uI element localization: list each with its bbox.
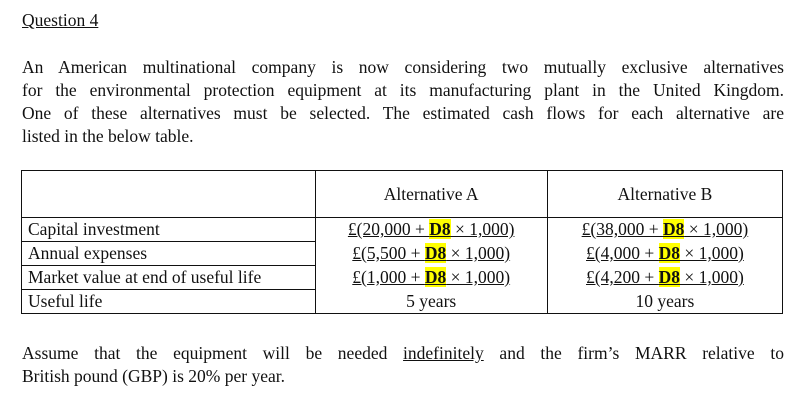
formula-prefix: £(20,000 + [347, 219, 430, 240]
cell-alternative-b [547, 218, 782, 242]
highlighted-variable: D8 [429, 219, 451, 240]
intro-paragraph [22, 56, 784, 148]
formula [352, 243, 510, 263]
closing-paragraph [22, 342, 784, 388]
formula-suffix: × 1,000) [446, 267, 511, 287]
closing-text: and the firm’s MARR relative to [483, 343, 784, 363]
header-alternative-b: Alternative B [547, 171, 782, 218]
formula [352, 267, 510, 287]
formula-suffix: × 1,000) [446, 243, 511, 263]
formula-suffix: × 1,000) [684, 219, 749, 240]
formula-suffix: × 1,000) [679, 267, 744, 287]
highlighted-variable: D8 [424, 243, 447, 263]
question-title: Question 4 [22, 10, 99, 30]
closing-line [22, 342, 784, 365]
table-row [22, 290, 783, 314]
table-row [22, 266, 783, 290]
formula-prefix: £(38,000 + [581, 219, 663, 240]
formula [348, 219, 515, 239]
formula-prefix: £(5,500 + [352, 243, 425, 263]
cell-alternative-a [315, 266, 547, 290]
row-label: Annual expenses [22, 242, 316, 266]
formula [586, 267, 744, 287]
formula-prefix: £(4,200 + [586, 267, 659, 287]
header-empty-cell [22, 171, 316, 218]
intro-line: One of these alternatives must be selected. The estimated cash flows for each alternative are [22, 103, 784, 123]
cell-alternative-b: 10 years [547, 290, 782, 314]
row-label: Market value at end of useful life [22, 266, 316, 290]
underlined-word: indefinitely [403, 343, 484, 363]
highlighted-variable: D8 [662, 219, 685, 240]
formula [586, 243, 744, 263]
highlighted-variable: D8 [658, 267, 680, 287]
intro-line: An American multinational company is now considering two mutually exclusive alternatives [22, 57, 784, 77]
formula [582, 219, 749, 239]
intro-line: listed in the below table. [22, 126, 194, 146]
table-row [22, 242, 783, 266]
closing-text: Assume that the equipment will be needed [22, 343, 404, 363]
formula-suffix: × 1,000) [450, 219, 515, 240]
cell-alternative-b [547, 266, 782, 290]
cash-flow-table [21, 170, 783, 314]
cell-alternative-a [315, 218, 547, 242]
formula-prefix: £(1,000 + [352, 267, 425, 287]
table-row [22, 218, 783, 242]
row-label: Capital investment [22, 218, 316, 242]
cell-alternative-a [315, 242, 547, 266]
formula-prefix: £(4,000 + [586, 243, 659, 263]
cell-alternative-a: 5 years [315, 290, 547, 314]
cell-alternative-b [547, 242, 782, 266]
highlighted-variable: D8 [658, 243, 680, 263]
formula-suffix: × 1,000) [679, 243, 744, 263]
closing-line: British pound (GBP) is 20% per year. [22, 366, 285, 386]
intro-line: for the environmental protection equipment at its manufacturing plant in the United Kingdom. [22, 80, 784, 100]
highlighted-variable: D8 [424, 267, 447, 287]
header-alternative-a: Alternative A [315, 171, 547, 218]
row-label: Useful life [22, 290, 316, 314]
table-header-row [22, 171, 783, 218]
